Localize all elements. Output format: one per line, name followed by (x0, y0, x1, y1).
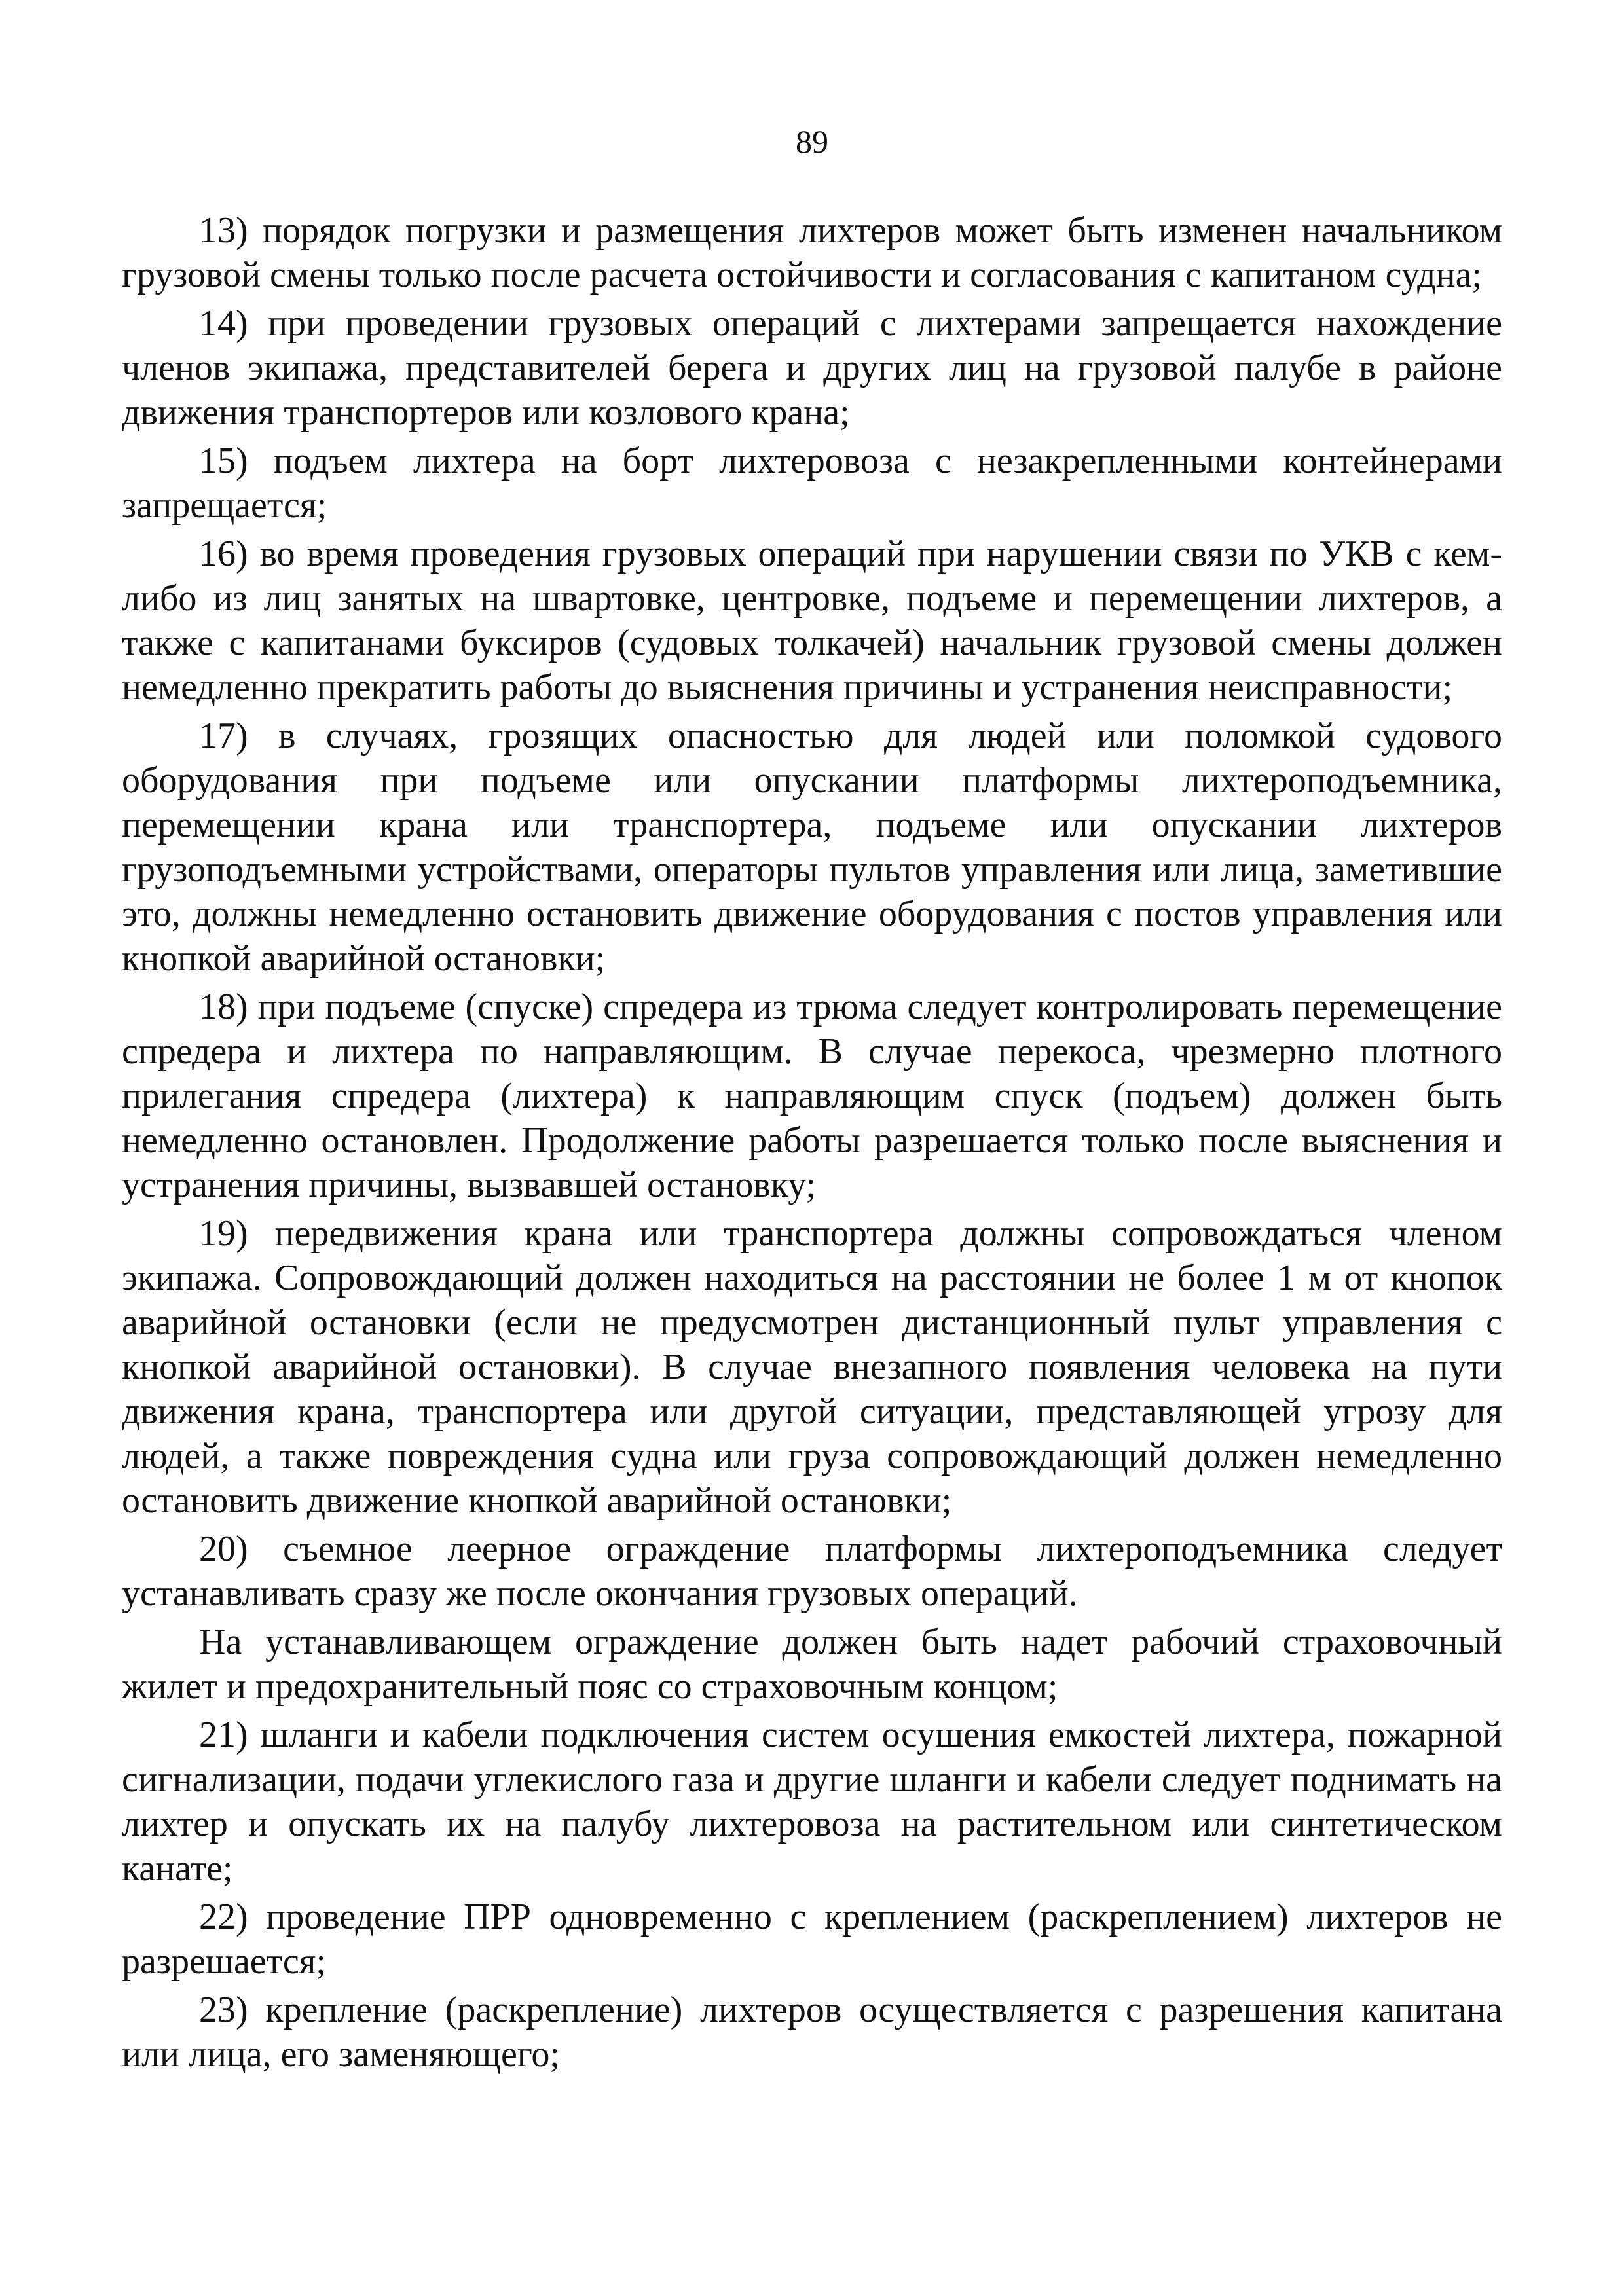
paragraph-item-20-continuation: На устанавливающем ограждение должен быть надет рабочий страховочный жилет и предохранительный пояс со страховочным концом; (122, 1622, 1502, 1707)
paragraph-item-13: 13) порядок погрузки и размещения лихтеров может быть изменен начальником грузовой смены только после расчета остойчивости и согласования с капитаном судна; (122, 210, 1502, 295)
paragraph-item-21: 21) шланги и кабели подключения систем осушения емкостей лихтера, пожарной сигнализации, подачи углекислого газа и другие шланги и кабели следует поднимать на лихтер и опускать их на палубу лихтеровоза на растительном или синтетическом канате; (122, 1715, 1502, 1889)
paragraph-item-14: 14) при проведении грузовых операций с лихтерами запрещается нахождение членов экипажа, представителей берега и других лиц на грузовой палубе в районе движения транспортеров или козлового крана; (122, 303, 1502, 433)
paragraph-item-18: 18) при подъеме (спуске) спредера из трюма следует контролировать перемещение спредера и лихтера по направляющим. В случае перекоса, чрезмерно плотного прилегания спредера (лихтера) к направляющим спуск (подъем) должен быть немедленно остановлен. Продолжение работы разрешается только после выяснения и устранения причины, вызвавшей остановку; (122, 987, 1502, 1205)
page-number: 89 (796, 123, 828, 160)
document-body (122, 208, 1502, 2077)
paragraph-item-19: 19) передвижения крана или транспортера должны сопровождаться членом экипажа. Сопровождающий должен находиться на расстоянии не более 1 м от кнопок аварийной остановки (если не предусмотрен дистанционный пульт управления с кнопкой аварийной остановки). В случае внезапного появления человека на пути движения крана, транспортера или другой ситуации, представляющей угрозу для людей, а также повреждения судна или груза сопровождающий должен немедленно остановить движение кнопкой аварийной остановки; (122, 1213, 1502, 1521)
paragraph-item-15: 15) подъем лихтера на борт лихтеровоза с незакрепленными контейнерами запрещается; (122, 441, 1502, 526)
paragraph-item-17: 17) в случаях, грозящих опасностью для людей или поломкой судового оборудования при подъеме или опускании платформы лихтероподъемника, перемещении крана или транспортера, подъеме или опускании лихтеров грузоподъемными устройствами, операторы пультов управления или лица, заметившие это, должны немедленно остановить движение оборудования с постов управления или кнопкой аварийной остановки; (122, 716, 1502, 979)
paragraph-item-23: 23) крепление (раскрепление) лихтеров осуществляется с разрешения капитана или лица, его заменяющего; (122, 1990, 1502, 2075)
paragraph-item-20: 20) съемное леерное ограждение платформы лихтероподъемника следует устанавливать сразу же после окончания грузовых операций. (122, 1529, 1502, 1614)
paragraph-item-16: 16) во время проведения грузовых операций при нарушении связи по УКВ с кем-либо из лиц занятых на швартовке, центровке, подъеме и перемещении лихтеров, а также с капитанами буксиров (судовых толкачей) начальник грузовой смены должен немедленно прекратить работы до выяснения причины и устранения неисправности; (122, 534, 1502, 708)
paragraph-item-22: 22) проведение ПРР одновременно с креплением (раскреплением) лихтеров не разрешается; (122, 1897, 1502, 1982)
